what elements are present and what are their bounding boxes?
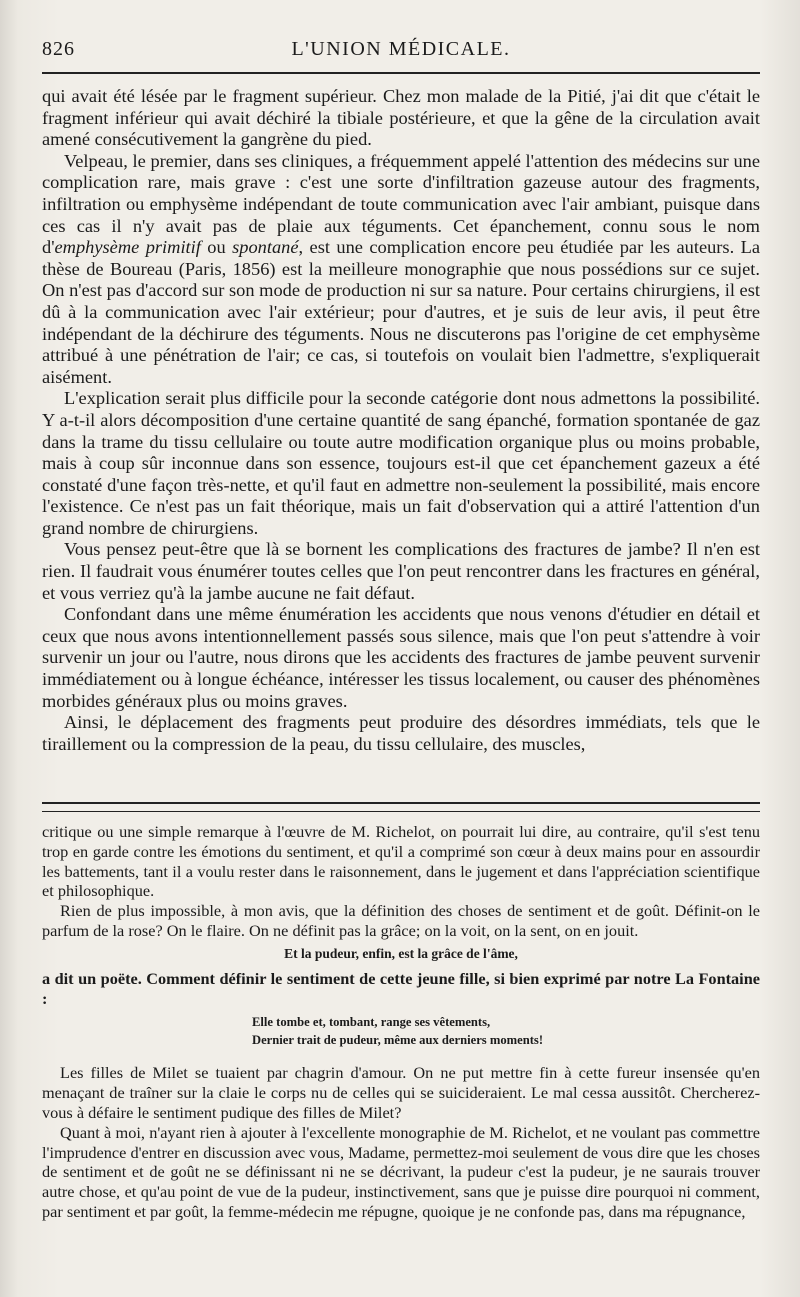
- paragraph-2-part-a: Velpeau, le premier, dans ses cliniques, a fréquemment appelé l'attention des médecins sur une complication rare, mais grave : c'est une sorte d'infiltration gazeuse autour des fragments, infiltration ou emphysème indépendant de toute communication avec l'air ambiant, puisque dans ces cas il n'y avait pas de plaie aux téguments. Cet épanchement, connu sous le nom d': [42, 150, 760, 258]
- paragraph-5: Confondant dans une même énumération les accidents que nous venons d'étudier en détail et ceux que nous avons intentionnellement passés sous silence, mais que l'on peut s'attendre à voir survenir un jour ou l'autre, nous dirons que les accidents des fractures de jambe peuvent survenir immédiatement ou à longue échéance, intéresser les tissus localement, ou causer des phénomènes morbides généraux plus ou moins graves.: [42, 604, 760, 711]
- verse-quote-2: [42, 1014, 760, 1049]
- paragraph-2-part-b: ou: [200, 237, 233, 258]
- footnote-paragraph-3: a dit un poëte. Comment définir le sentiment de cette jeune fille, si bien exprimé par notre La Fontaine :: [42, 968, 760, 1008]
- footnote-paragraph-1: critique ou une simple remarque à l'œuvre de M. Richelot, on pourrait lui dire, au contraire, qu'il s'est tenu trop en garde contre les émotions du sentiment, et qu'il a comprimé son cœur à deux mains pour en assourdir les battements, tant il a voulu rester dans le raisonnement, dans le jugement et dans l'appréciation scientifique et philosophique.: [42, 822, 760, 901]
- verse-quote-1: Et la pudeur, enfin, est la grâce de l'âme,: [284, 945, 518, 961]
- running-title: L'UNION MÉDICALE.: [291, 38, 511, 60]
- footnote-feuilleton: [42, 822, 760, 1222]
- paragraph-2-part-c: , est une complication encore peu étudiée par les auteurs. La thèse de Boureau (Paris, 1856) est la meilleure monographie que nous possédions sur ce sujet. On n'est pas d'accord sur son mode de production ni sur sa nature. Pour certains chirurgiens, il est dû à la communication avec l'air extérieur; pour d'autres, et je suis de leur avis, il peut être indépendant de la déchirure des téguments. Nous ne discuterons pas l'origine de cet emphysème attribué à une pénétration de l'air; ce cas, si toutefois on voulait bien l'admettre, s'expliquerait aisément.: [42, 237, 760, 387]
- footnote-separator-rule: [42, 802, 760, 812]
- page-number: 826: [42, 38, 75, 60]
- footnote-paragraph-4: Les filles de Milet se tuaient par chagrin d'amour. On ne put mettre fin à cette fureur insensée qu'en menaçant de traîner sur la claie le corps nu de celles qui se suicideraient. Le mal cessa aussitôt. Chercherez-vous à défaire le sentiment pudique des filles de Milet?: [42, 1063, 760, 1122]
- header-rule: [42, 72, 760, 74]
- footnote-paragraph-2: Rien de plus impossible, à mon avis, que la définition des choses de sentiment et de goût. Définit-on le parfum de la rose? On le flaire. On ne définit pas la grâce; on la voit, on la sent, on en jouit.: [42, 901, 760, 940]
- paragraph-3: L'explication serait plus difficile pour la seconde catégorie dont nous admettons la possibilité. Y a-t-il alors décomposition d'une certaine quantité de sang épanché, formation spontanée de gaz dans la trame du tissu cellulaire ou toute autre modification organique plus ou moins probable, mais à coup sûr inconnue dans son essence, toujours est-il que cet épanchement gazeux a été constaté d'une façon très-nette, et qu'il faut en admettre non-seulement la possibilité, mais encore l'existence. Ce n'est pas un fait théorique, mais un fait d'observation qui a attiré l'attention d'un grand nombre de chirurgiens.: [42, 388, 760, 538]
- emphasis-emphyseme-primitif: emphysème primitif: [54, 237, 201, 258]
- page-header: [42, 38, 760, 64]
- main-text: [42, 86, 760, 755]
- verse-quote-2-line-1: Elle tombe et, tombant, range ses vêtements,: [252, 1015, 491, 1030]
- paragraph-4: Vous pensez peut-être que là se bornent les complications des fractures de jambe? Il n'en est rien. Il faudrait vous énumérer toutes celles que l'on peut rencontrer dans les fractures en général, et vous verriez qu'à la jambe aucune ne fait défaut.: [42, 539, 760, 603]
- paragraph-2: [42, 151, 760, 389]
- footnote-paragraph-5: Quant à moi, n'ayant rien à ajouter à l'excellente monographie de M. Richelot, et ne voulant pas commettre l'imprudence d'entrer en discussion avec vous, Madame, permettez-moi seulement de vous dire que les choses de sentiment et de goût ne se définissant ni ne se décrivant, la pudeur c'est la pudeur, je ne saurais trouver autre chose, et qu'au point de vue de la pudeur, instinctivement, sans que je puisse dire pourquoi ni comment, par sentiment et par goût, la femme-médecin me répugne, quoique je ne confonde pas, dans ma répugnance,: [42, 1122, 760, 1221]
- verse-quote-2-line-2: Dernier trait de pudeur, même aux derniers moments!: [252, 1032, 544, 1047]
- emphasis-spontane: spontané: [232, 237, 299, 258]
- paragraph-1: qui avait été lésée par le fragment supérieur. Chez mon malade de la Pitié, j'ai dit que c'était le fragment inférieur qui avait déchiré la tibiale postérieure, et que la gêne de la circulation avait amené consécutivement la gangrène du pied.: [42, 86, 760, 150]
- paragraph-6: Ainsi, le déplacement des fragments peut produire des désordres immédiats, tels que le tiraillement ou la compression de la peau, du tissu cellulaire, des muscles,: [42, 712, 760, 754]
